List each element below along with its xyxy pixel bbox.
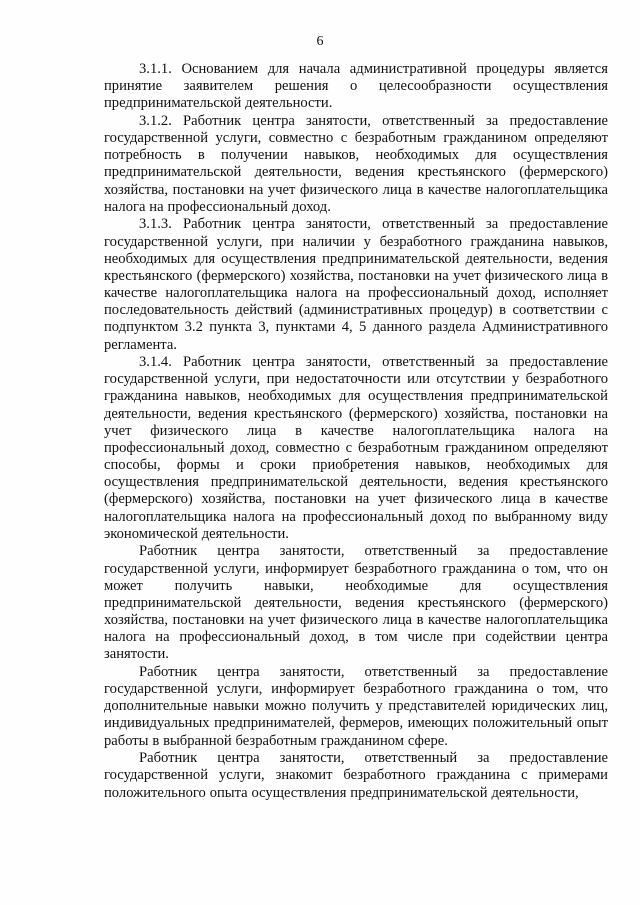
paragraph-3-1-3: 3.1.3. Работник центра занятости, ответственный за предоставление государственной услуги, при наличии у безработного гражданина навыков, необходимых для осуществления предпринимательской деятельности, ведения крестьянского (фермерского) хозяйства, постановки на учет физического лица в качестве налогоплательщика налога на профессиональный доход, исполняет последовательность действий (административных процедур) в соответствии с подпунктом 3.2 пункта 3, пунктами 4, 5 данного раздела Административного регламента. [104,216,608,353]
paragraph-3-1-2: 3.1.2. Работник центра занятости, ответственный за предоставление государственной услуги, совместно с безработным гражданином определяют потребность в получении навыков, необходимых для осуществления предпринимательской деятельности, ведения крестьянского (фермерского) хозяйства, постановки на учет физического лица в качестве налогоплательщика налога на профессиональный доход. [104,112,608,215]
paragraph-3-1-1: 3.1.1. Основанием для начала административной процедуры является принятие заявителем решения о целесообразности осуществления предпринимательской деятельности. [104,61,608,112]
document-body [104,61,608,802]
paragraph-positive-experience: Работник центра занятости, ответственный за предоставление государственной услуги, знакомит безработного гражданина с примерами положительного опыта осуществления предпринимательской деятельности, [104,750,608,801]
paragraph-3-1-4: 3.1.4. Работник центра занятости, ответственный за предоставление государственной услуги, при недостаточности или отсутствии у безработного гражданина навыков, необходимых для осуществления предпринимательской деятельности, ведения крестьянского (фермерского) хозяйства, постановки на учет физического лица в качестве налогоплательщика налога на профессиональный доход, совместно с безработным гражданином определяют способы, формы и сроки приобретения навыков, необходимых для осуществления предпринимательской деятельности, ведения крестьянского (фермерского) хозяйства, постановки на учет физического лица в качестве налогоплательщика налога на профессиональный доход по выбранному виду экономической деятельности. [104,354,608,542]
paragraph-inform-additional-skills: Работник центра занятости, ответственный за предоставление государственной услуги, информирует безработного гражданина о том, что дополнительные навыки можно получить у представителей юридических лиц, индивидуальных предпринимателей, фермеров, имеющих положительный опыт работы в выбранной безработным гражданином сфере. [104,663,608,749]
paragraph-inform-skills: Работник центра занятости, ответственный за предоставление государственной услуги, информирует безработного гражданина о том, что он может получить навыки, необходимые для осуществления предпринимательской деятельности, ведения крестьянского (фермерского) хозяйства, постановки на учет физического лица в качестве налогоплательщика налога на профессиональный доход, в том числе при содействии центра занятости. [104,543,608,663]
page-number: 6 [316,34,324,49]
